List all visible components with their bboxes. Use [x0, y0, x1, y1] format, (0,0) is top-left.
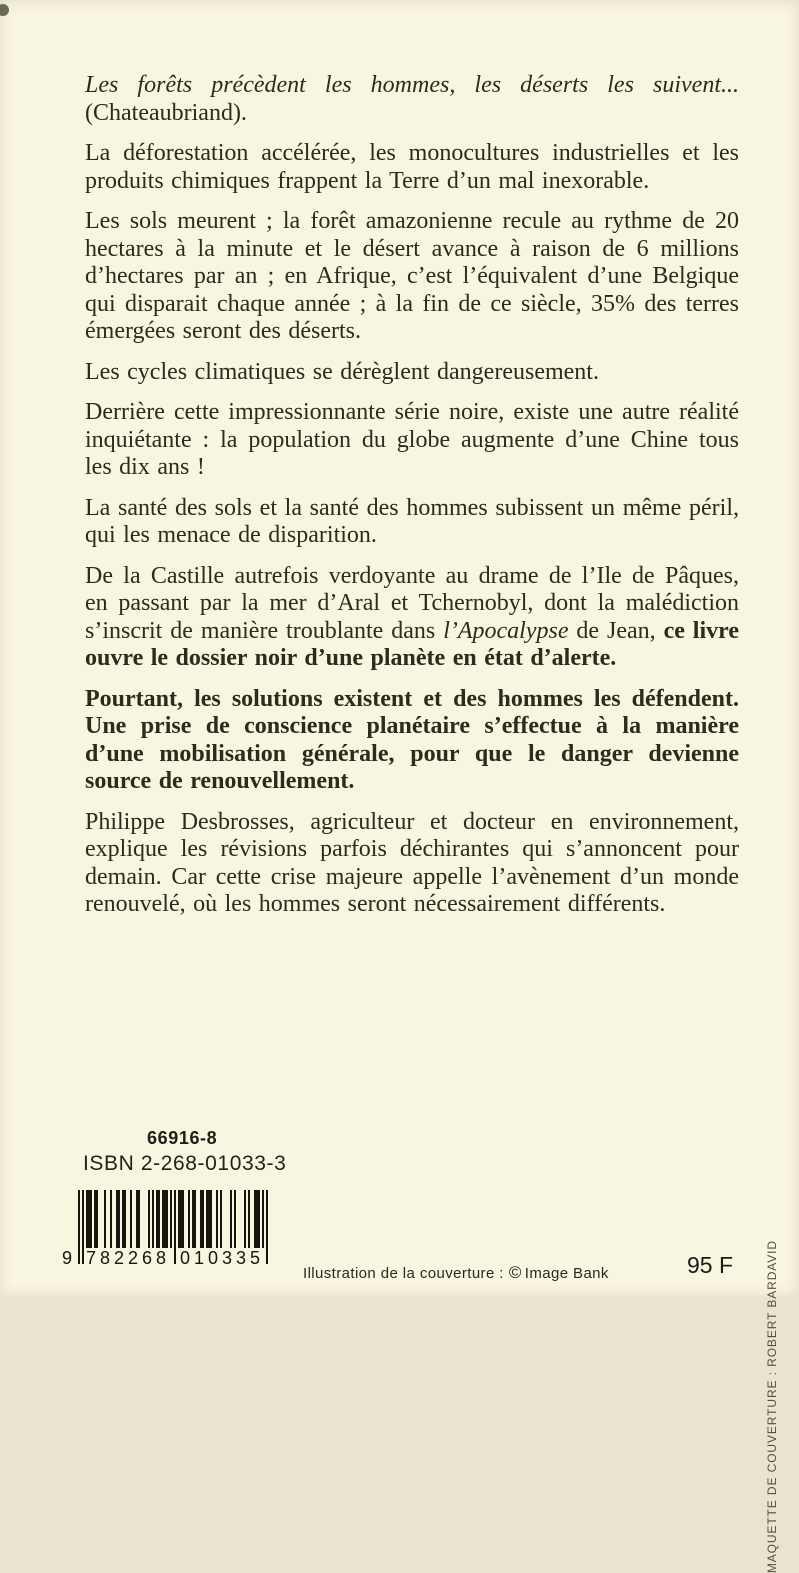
isbn-number: ISBN 2-268-01033-3: [83, 1152, 287, 1175]
illustration-credit-label: Illustration de la couverture :: [303, 1265, 504, 1282]
blurb-text: [85, 72, 739, 932]
price-tag: 95 F: [687, 1252, 734, 1278]
paragraph-castille: [85, 563, 739, 673]
paragraph-castille-normal: De la Castille autrefois verdoyante au drame de l’Ile de Pâques, en passant par la mer d’Aral et Tchernobyl, dont la malédiction s’inscrit de manière troublante dans: [85, 562, 739, 644]
paragraph-soils-die: Les sols meurent ; la forêt amazonienne recule au rythme de 20 hectares à la minute et le désert avance à raison de 6 millions d’hectares par an ; en Afrique, c’est l’équivalent d’une Belgique qui disparait chaque année ; à la fin de ce siècle, 35% des terres émergées seront des déserts.: [85, 208, 739, 344]
paragraph-population: Derrière cette impressionnante série noire, existe une autre réalité inquiétante : la population du globe augmente d’une Chine tous les dix ans !: [85, 399, 739, 480]
paragraph-castille-italic: l’Apocalypse: [443, 617, 569, 644]
scan-artifact: [0, 4, 9, 16]
illustration-credit-name: Image Bank: [524, 1265, 609, 1282]
copyright-icon: ©: [508, 1263, 522, 1282]
paragraph-castille-normal2: de Jean,: [568, 617, 664, 644]
paragraph-health: La santé des sols et la santé des hommes subissent un même péril, qui les menace de disparition.: [85, 494, 739, 548]
paragraph-author-bio: Philippe Desbrosses, agriculteur et docteur en environnement, explique les révisions parfois déchirantes qui s’annoncent pour demain. Car cette crise majeure appelle l’avènement d’un monde renouvelé, où les hommes seront nécessairement différents.: [85, 808, 739, 917]
illustration-credit: [303, 1263, 609, 1283]
paragraph-castille-bold: ce livre ouvre le dossier noir d’une planète en état d’alerte.: [85, 617, 739, 671]
print-code: 66916-8: [147, 1128, 218, 1148]
barcode-digits: [62, 1248, 268, 1270]
paragraph-solutions-bold: Pourtant, les solutions existent et des hommes les défendent. Une prise de conscience planétaire s’effectue à la manière d’une mobilisation générale, pour que le danger devienne source de renouvellement.: [85, 685, 739, 794]
barcode-digits-right: 010335: [180, 1248, 265, 1268]
epigraph-quote: Les forêts précèdent les hommes, les déserts les suivent...: [85, 72, 739, 98]
paragraph-climate-cycles: Les cycles climatiques se dérèglent dangereusement.: [85, 358, 599, 385]
cover-designer-credit: MAQUETTE DE COUVERTURE : ROBERT BARDAVID: [765, 1240, 779, 1573]
ean13-barcode: [62, 1190, 268, 1270]
barcode-digits-left: 782268: [86, 1248, 171, 1268]
barcode-digit-first: 9: [62, 1248, 73, 1268]
epigraph-attribution: (Chateaubriand).: [85, 99, 247, 126]
paragraph-deforestation: La déforestation accélérée, les monocultures industrielles et les produits chimiques frappent la Terre d’un mal inexorable.: [85, 140, 739, 194]
